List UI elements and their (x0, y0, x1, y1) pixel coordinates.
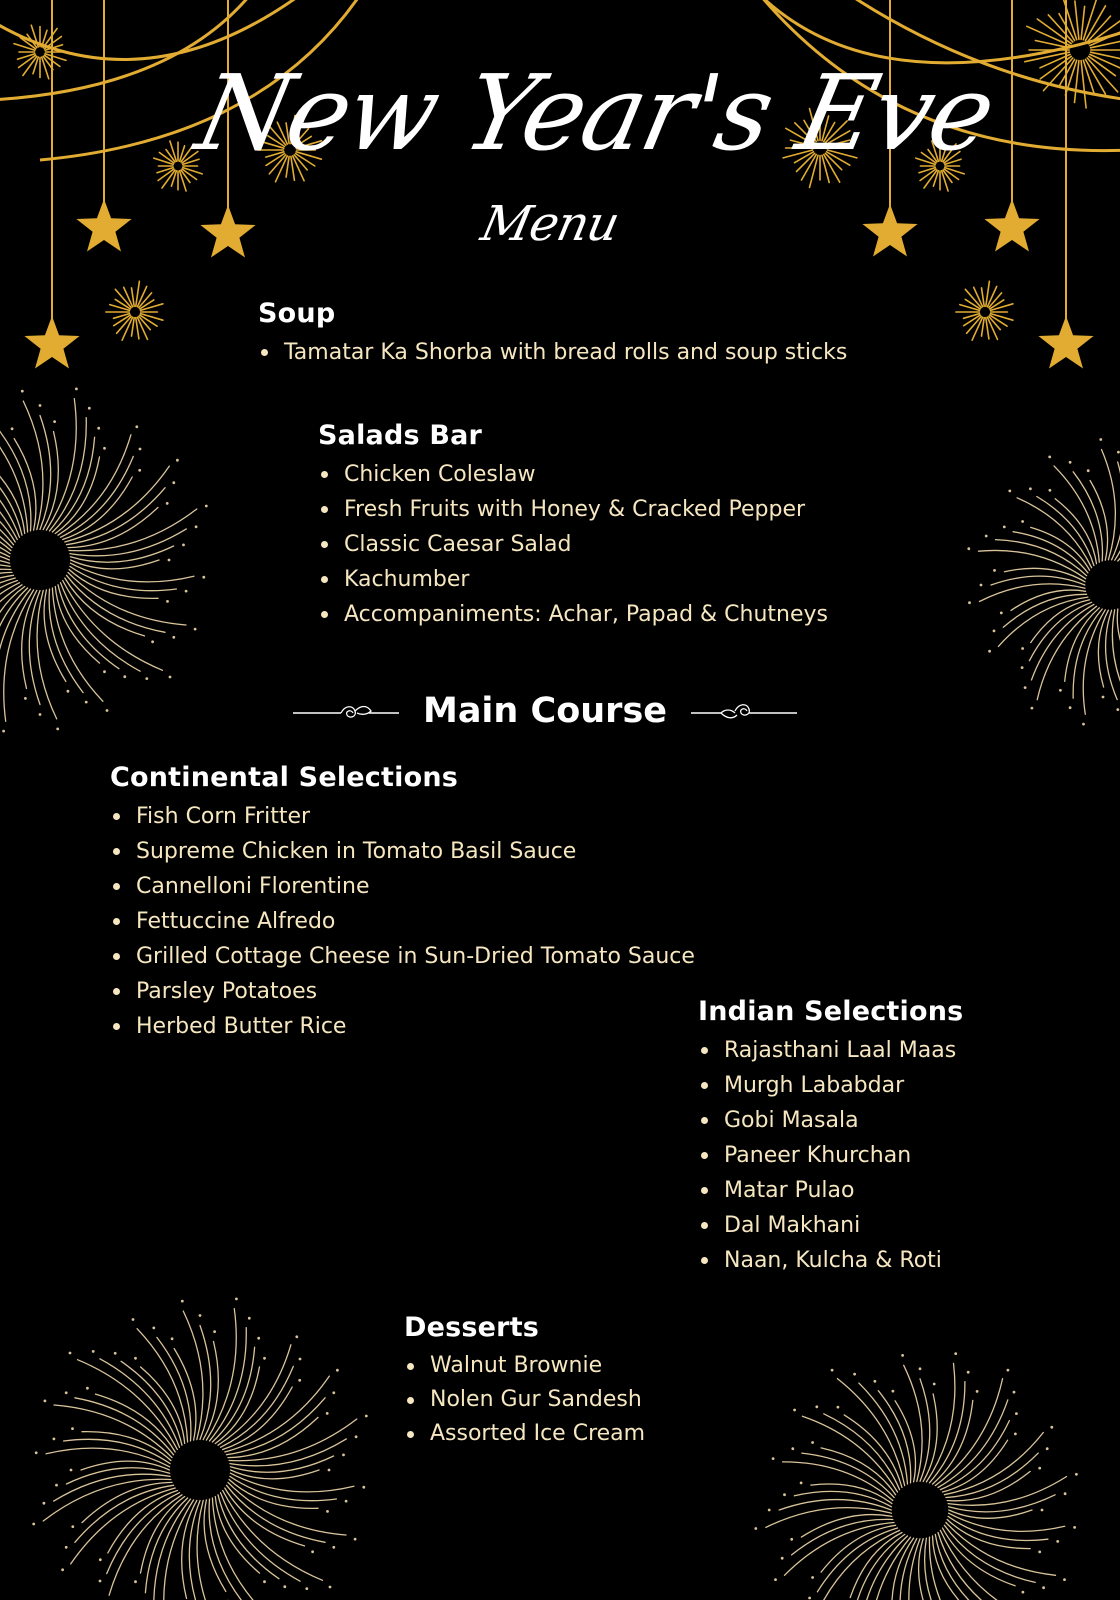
menu-item: Cannelloni Florentine (110, 869, 695, 904)
firework-burst-icon (956, 281, 1013, 340)
hanging-star-icon (76, 199, 131, 252)
menu-item: Fresh Fruits with Honey & Cracked Pepper (318, 492, 828, 527)
menu-item: Nolen Gur Sandesh (404, 1383, 645, 1417)
menu-item: Chicken Coleslaw (318, 457, 828, 492)
menu-item: Assorted Ice Cream (404, 1417, 645, 1451)
continental-heading: Continental Selections (110, 762, 459, 793)
continental-list (110, 799, 695, 1044)
soup-list (258, 335, 847, 370)
page-title: New Year's Eve (187, 52, 1004, 174)
indian-list (698, 1033, 963, 1278)
hanging-star-icon (24, 316, 79, 369)
firework-burst-icon (14, 25, 66, 79)
menu-item: Kachumber (318, 562, 828, 597)
firework-burst-icon (32, 1298, 367, 1600)
menu-item: Naan, Kulcha & Roti (698, 1243, 963, 1278)
menu-item: Fish Corn Fritter (110, 799, 695, 834)
salads-section (318, 420, 828, 632)
desserts-heading: Desserts (404, 1312, 540, 1343)
firework-burst-icon (754, 1352, 1077, 1600)
continental-section (110, 762, 695, 1044)
menu-item: Walnut Brownie (404, 1349, 645, 1383)
hanging-star-icon (862, 204, 917, 257)
firework-burst-icon (967, 438, 1120, 725)
menu-item: Rajasthani Laal Maas (698, 1033, 963, 1068)
indian-section (698, 996, 963, 1278)
menu-item: Fettuccine Alfredo (110, 904, 695, 939)
menu-item: Paneer Khurchan (698, 1138, 963, 1173)
menu-item: Accompaniments: Achar, Papad & Chutneys (318, 597, 828, 632)
menu-item: Matar Pulao (698, 1173, 963, 1208)
soup-heading: Soup (258, 298, 336, 329)
firework-burst-icon (0, 388, 208, 733)
main-course-heading: Main Course (422, 691, 668, 731)
menu-item: Supreme Chicken in Tomato Basil Sauce (110, 834, 695, 869)
page-subtitle: Menu (476, 196, 624, 252)
menu-item: Gobi Masala (698, 1103, 963, 1138)
desserts-list (404, 1349, 645, 1451)
flourish-right-icon (689, 701, 799, 721)
desserts-section (404, 1312, 645, 1451)
menu-item: Parsley Potatoes (110, 974, 695, 1009)
menu-item: Classic Caesar Salad (318, 527, 828, 562)
salads-heading: Salads Bar (318, 420, 483, 451)
menu-item: Dal Makhani (698, 1208, 963, 1243)
main-course-divider (290, 686, 800, 736)
flourish-left-icon (291, 701, 401, 721)
menu-item: Murgh Lababdar (698, 1068, 963, 1103)
hanging-star-icon (1038, 316, 1093, 369)
hanging-star-icon (200, 205, 255, 258)
hanging-star-icon (984, 199, 1039, 252)
firework-burst-icon (106, 281, 163, 340)
soup-section (258, 298, 847, 370)
indian-heading: Indian Selections (698, 996, 964, 1027)
menu-item: Grilled Cottage Cheese in Sun-Dried Tomato Sauce (110, 939, 695, 974)
menu-item: Tamatar Ka Shorba with bread rolls and soup sticks (258, 335, 847, 370)
menu-item: Herbed Butter Rice (110, 1009, 695, 1044)
salads-list (318, 457, 828, 632)
